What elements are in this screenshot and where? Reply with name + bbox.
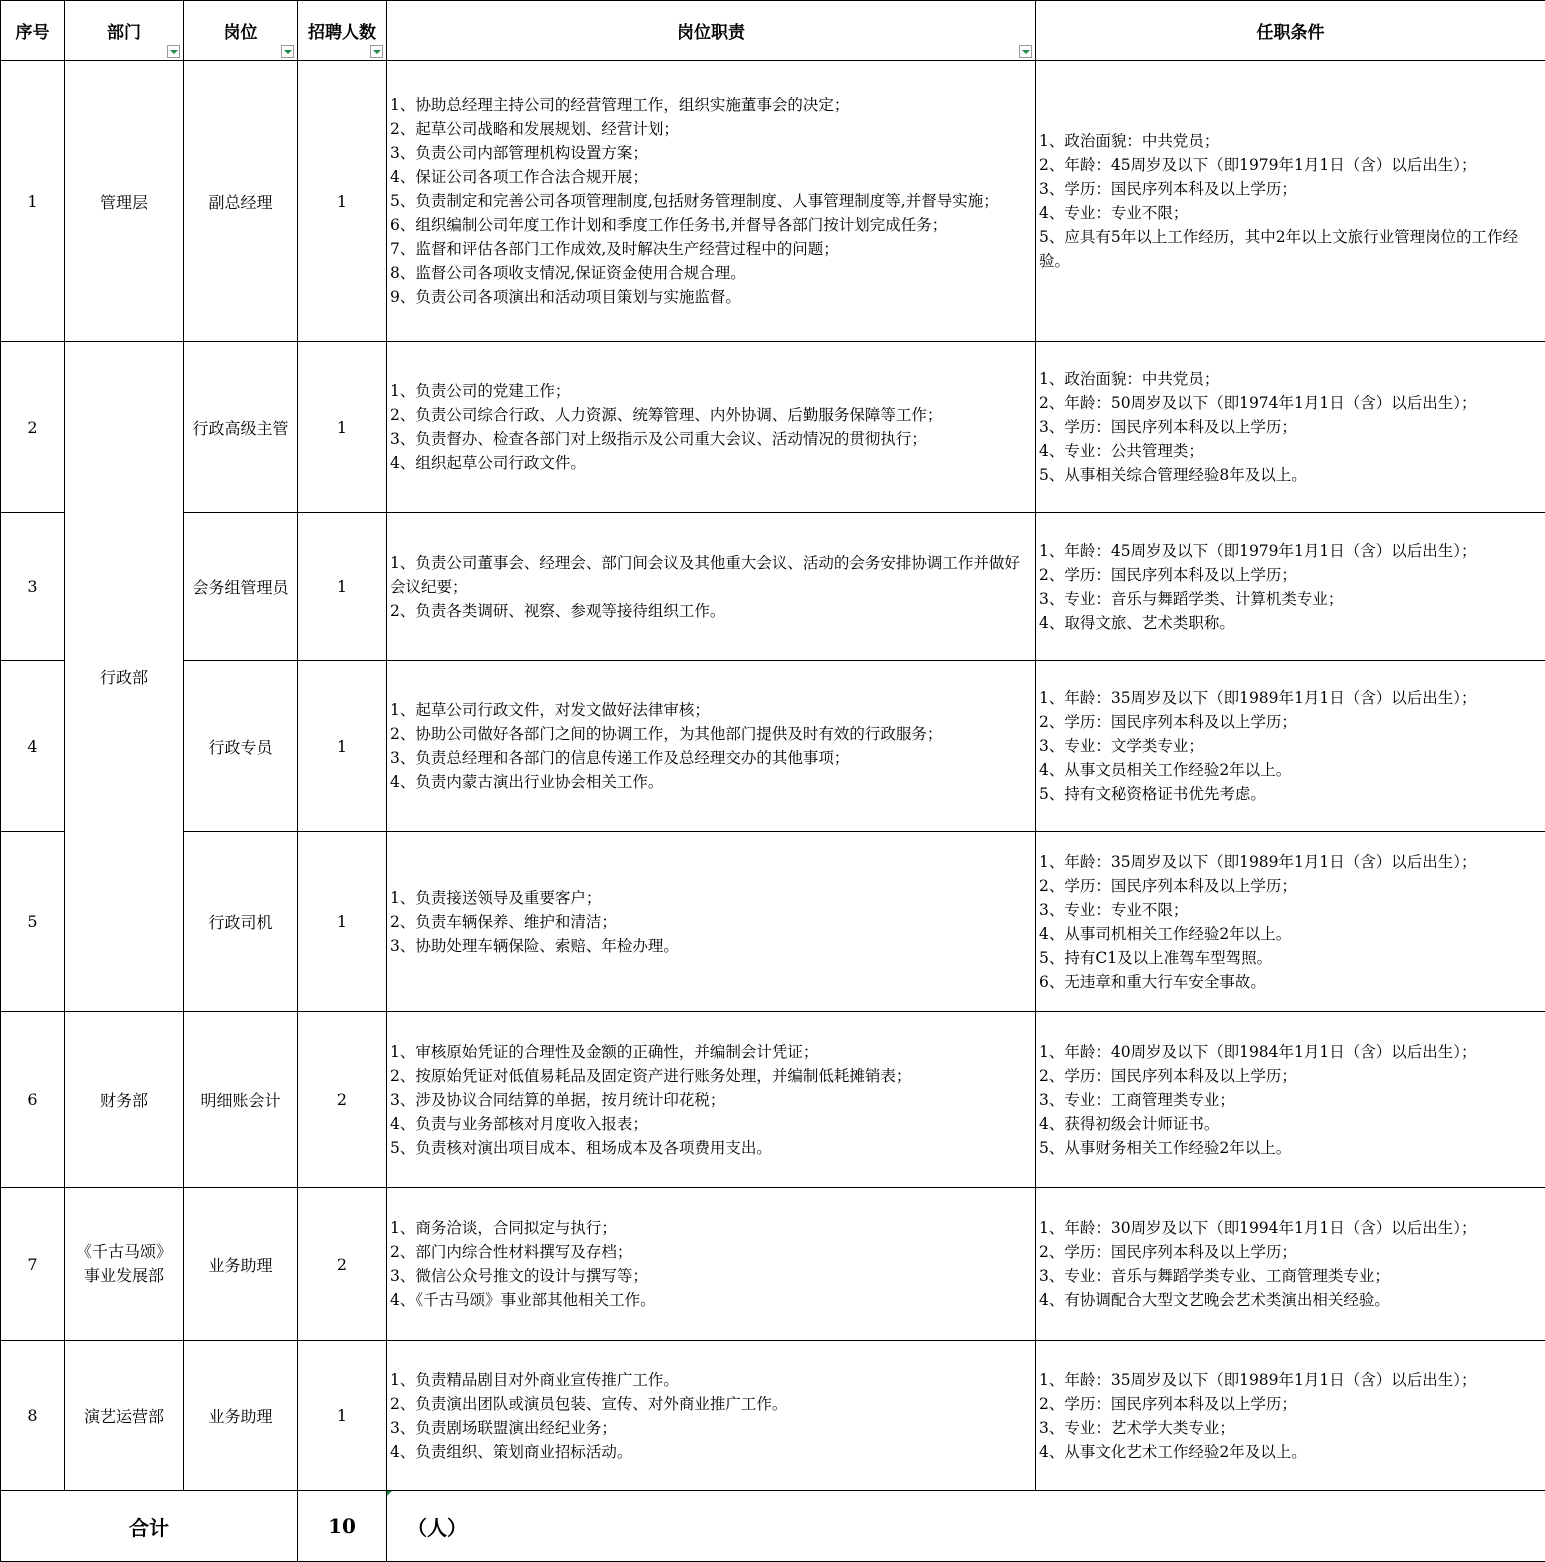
requirements-cell — [1036, 342, 1545, 513]
position-cell: 行政司机 — [184, 832, 298, 1012]
count-filter-icon[interactable] — [370, 45, 383, 58]
duty-line: 4、保证公司各项工作合法合规开展； — [387, 165, 1035, 189]
requirement-line: 5、应具有5年以上工作经历，其中2年以上文旅行业管理岗位的工作经验。 — [1036, 225, 1545, 273]
requirement-line: 4、专业：专业不限； — [1036, 201, 1545, 225]
duty-line: 7、监督和评估各部门工作成效,及时解决生产经营过程中的问题； — [387, 237, 1035, 261]
requirement-line: 1、年龄：35周岁及以下（即1989年1月1日（含）以后出生）； — [1036, 1368, 1545, 1392]
duty-line: 1、协助总经理主持公司的经营管理工作，组织实施董事会的决定； — [387, 93, 1035, 117]
duties-cell — [387, 1341, 1036, 1491]
duty-line: 4、负责与业务部核对月度收入报表； — [387, 1112, 1035, 1136]
dept-cell: 财务部 — [65, 1012, 184, 1188]
table-row — [1, 342, 1545, 513]
duty-line: 1、审核原始凭证的合理性及金额的正确性，并编制会计凭证； — [387, 1040, 1035, 1064]
seq-cell: 5 — [1, 832, 65, 1012]
dept-name-line: 《千古马颂》 — [76, 1242, 172, 1261]
position-cell: 副总经理 — [184, 61, 298, 342]
seq-cell: 8 — [1, 1341, 65, 1491]
requirement-line: 3、专业：音乐与舞蹈学类、计算机类专业； — [1036, 587, 1545, 611]
position-cell: 行政专员 — [184, 661, 298, 832]
count-cell: 1 — [298, 661, 387, 832]
duty-line: 3、负责总经理和各部门的信息传递工作及总经理交办的其他事项； — [387, 746, 1035, 770]
duty-line: 3、负责剧场联盟演出经纪业务； — [387, 1416, 1035, 1440]
requirement-line: 2、学历：国民序列本科及以上学历； — [1036, 1240, 1545, 1264]
duty-line: 3、负责督办、检查各部门对上级指示及公司重大会议、活动情况的贯彻执行； — [387, 427, 1035, 451]
duties-cell — [387, 1012, 1036, 1188]
duty-line: 9、负责公司各项演出和活动项目策划与实施监督。 — [387, 285, 1035, 309]
requirement-line: 2、学历：国民序列本科及以上学历； — [1036, 710, 1545, 734]
table-row — [1, 1188, 1545, 1341]
requirement-line: 4、取得文旅、艺术类职称。 — [1036, 611, 1545, 635]
requirement-line: 4、从事司机相关工作经验2年以上。 — [1036, 922, 1545, 946]
requirement-line: 5、持有文秘资格证书优先考虑。 — [1036, 782, 1545, 806]
duty-line: 6、组织编制公司年度工作计划和季度工作任务书,并督导各部门按计划完成任务； — [387, 213, 1035, 237]
header-row — [1, 1, 1545, 61]
requirements-cell — [1036, 1341, 1545, 1491]
requirement-line: 2、学历：国民序列本科及以上学历； — [1036, 1392, 1545, 1416]
duty-line: 2、负责演出团队或演员包装、宣传、对外商业推广工作。 — [387, 1392, 1035, 1416]
duties-cell — [387, 1188, 1036, 1341]
requirement-line: 3、学历：国民序列本科及以上学历； — [1036, 177, 1545, 201]
position-filter-icon[interactable] — [281, 45, 294, 58]
duty-line: 3、协助处理车辆保险、索赔、年检办理。 — [387, 934, 1035, 958]
dept-cell: 管理层 — [65, 61, 184, 342]
requirement-line: 6、无违章和重大行车安全事故。 — [1036, 970, 1545, 994]
requirement-line: 5、从事相关综合管理经验8年及以上。 — [1036, 463, 1545, 487]
duty-line: 1、负责精品剧目对外商业宣传推广工作。 — [387, 1368, 1035, 1392]
requirement-line: 1、年龄：30周岁及以下（即1994年1月1日（含）以后出生）； — [1036, 1216, 1545, 1240]
header-count: 招聘人数 — [298, 1, 387, 61]
duty-line: 4、《千古马颂》事业部其他相关工作。 — [387, 1288, 1035, 1312]
seq-cell: 2 — [1, 342, 65, 513]
duty-line: 4、负责内蒙古演出行业协会相关工作。 — [387, 770, 1035, 794]
total-value: 10 — [298, 1491, 387, 1562]
requirement-line: 1、年龄：45周岁及以下（即1979年1月1日（含）以后出生）； — [1036, 539, 1545, 563]
requirements-cell — [1036, 661, 1545, 832]
header-seq: 序号 — [1, 1, 65, 61]
count-cell: 1 — [298, 1341, 387, 1491]
duty-line: 2、负责车辆保养、维护和清洁； — [387, 910, 1035, 934]
duty-line: 2、按原始凭证对低值易耗品及固定资产进行账务处理，并编制低耗摊销表； — [387, 1064, 1035, 1088]
position-cell: 业务助理 — [184, 1188, 298, 1341]
table-row — [1, 513, 1545, 661]
duty-line: 5、负责制定和完善公司各项管理制度,包括财务管理制度、人事管理制度等,并督导实施； — [387, 189, 1035, 213]
requirement-line: 1、政治面貌：中共党员； — [1036, 367, 1545, 391]
seq-cell: 1 — [1, 61, 65, 342]
count-cell: 1 — [298, 832, 387, 1012]
duty-line: 4、负责组织、策划商业招标活动。 — [387, 1440, 1035, 1464]
duty-line: 3、微信公众号推文的设计与撰写等； — [387, 1264, 1035, 1288]
duty-line: 2、部门内综合性材料撰写及存档； — [387, 1240, 1035, 1264]
duties-cell — [387, 661, 1036, 832]
duty-line: 1、负责公司董事会、经理会、部门间会议及其他重大会议、活动的会务安排协调工作并做好会议纪要； — [387, 551, 1035, 599]
duties-cell — [387, 342, 1036, 513]
requirements-cell — [1036, 1188, 1545, 1341]
requirement-line: 1、年龄：35周岁及以下（即1989年1月1日（含）以后出生）； — [1036, 686, 1545, 710]
duty-line: 1、负责接送领导及重要客户； — [387, 886, 1035, 910]
requirement-line: 4、从事文员相关工作经验2年以上。 — [1036, 758, 1545, 782]
duty-line: 1、商务洽谈，合同拟定与执行； — [387, 1216, 1035, 1240]
requirement-line: 4、获得初级会计师证书。 — [1036, 1112, 1545, 1136]
cell-marker-icon — [387, 1491, 392, 1496]
total-unit: （人） — [407, 1516, 467, 1540]
duty-line: 3、涉及协议合同结算的单据，按月统计印花税； — [387, 1088, 1035, 1112]
count-cell: 2 — [298, 1012, 387, 1188]
total-label: 合计 — [1, 1491, 298, 1562]
requirements-cell — [1036, 513, 1545, 661]
position-cell: 行政高级主管 — [184, 342, 298, 513]
table-row — [1, 61, 1545, 342]
duty-line: 5、负责核对演出项目成本、租场成本及各项费用支出。 — [387, 1136, 1035, 1160]
seq-cell: 6 — [1, 1012, 65, 1188]
requirements-cell — [1036, 832, 1545, 1012]
requirement-line: 3、专业：音乐与舞蹈学类专业、工商管理类专业； — [1036, 1264, 1545, 1288]
dept-cell: 行政部 — [65, 342, 184, 1012]
total-unit-cell — [387, 1491, 1545, 1562]
header-requirements: 任职条件 — [1036, 1, 1545, 61]
dept-filter-icon[interactable] — [167, 45, 180, 58]
requirement-line: 1、年龄：40周岁及以下（即1984年1月1日（含）以后出生）； — [1036, 1040, 1545, 1064]
table-row — [1, 661, 1545, 832]
table-row — [1, 1012, 1545, 1188]
requirement-line: 5、从事财务相关工作经验2年以上。 — [1036, 1136, 1545, 1160]
duties-cell — [387, 832, 1036, 1012]
count-cell: 2 — [298, 1188, 387, 1341]
dept-name-line: 事业发展部 — [84, 1266, 164, 1285]
requirement-line: 3、专业：工商管理类专业； — [1036, 1088, 1545, 1112]
requirement-line: 2、学历：国民序列本科及以上学历； — [1036, 563, 1545, 587]
requirement-line: 2、年龄：50周岁及以下（即1974年1月1日（含）以后出生）； — [1036, 391, 1545, 415]
table-row — [1, 1341, 1545, 1491]
requirement-line: 1、政治面貌：中共党员； — [1036, 129, 1545, 153]
duty-line: 2、负责公司综合行政、人力资源、统筹管理、内外协调、后勤服务保障等工作； — [387, 403, 1035, 427]
duties-filter-icon[interactable] — [1019, 45, 1032, 58]
position-cell: 明细账会计 — [184, 1012, 298, 1188]
requirements-cell — [1036, 1012, 1545, 1188]
header-duties: 岗位职责 — [387, 1, 1036, 61]
duty-line: 1、起草公司行政文件，对发文做好法律审核； — [387, 698, 1035, 722]
duties-cell — [387, 61, 1036, 342]
requirements-cell — [1036, 61, 1545, 342]
duty-line: 8、监督公司各项收支情况,保证资金使用合规合理。 — [387, 261, 1035, 285]
dept-cell — [65, 1188, 184, 1341]
requirement-line: 3、学历：国民序列本科及以上学历； — [1036, 415, 1545, 439]
duty-line: 4、组织起草公司行政文件。 — [387, 451, 1035, 475]
count-cell: 1 — [298, 61, 387, 342]
header-position: 岗位 — [184, 1, 298, 61]
duty-line: 2、起草公司战略和发展规划、经营计划； — [387, 117, 1035, 141]
duty-line: 3、负责公司内部管理机构设置方案； — [387, 141, 1035, 165]
requirement-line: 1、年龄：35周岁及以下（即1989年1月1日（含）以后出生）； — [1036, 850, 1545, 874]
requirement-line: 5、持有C1及以上准驾车型驾照。 — [1036, 946, 1545, 970]
duty-line: 2、协助公司做好各部门之间的协调工作，为其他部门提供及时有效的行政服务； — [387, 722, 1035, 746]
requirement-line: 3、专业：艺术学大类专业； — [1036, 1416, 1545, 1440]
requirement-line: 4、从事文化艺术工作经验2年及以上。 — [1036, 1440, 1545, 1464]
table-row — [1, 832, 1545, 1012]
duty-line: 1、负责公司的党建工作； — [387, 379, 1035, 403]
requirement-line: 3、专业：文学类专业； — [1036, 734, 1545, 758]
requirement-line: 2、学历：国民序列本科及以上学历； — [1036, 874, 1545, 898]
total-row — [1, 1491, 1545, 1562]
seq-cell: 7 — [1, 1188, 65, 1341]
count-cell: 1 — [298, 513, 387, 661]
requirement-line: 4、专业：公共管理类； — [1036, 439, 1545, 463]
duty-line: 2、负责各类调研、视察、参观等接待组织工作。 — [387, 599, 1035, 623]
dept-cell: 演艺运营部 — [65, 1341, 184, 1491]
requirement-line: 4、有协调配合大型文艺晚会艺术类演出相关经验。 — [1036, 1288, 1545, 1312]
seq-cell: 4 — [1, 661, 65, 832]
header-dept: 部门 — [65, 1, 184, 61]
duties-cell — [387, 513, 1036, 661]
position-cell: 会务组管理员 — [184, 513, 298, 661]
requirement-line: 2、学历：国民序列本科及以上学历； — [1036, 1064, 1545, 1088]
requirement-line: 3、专业：专业不限； — [1036, 898, 1545, 922]
seq-cell: 3 — [1, 513, 65, 661]
count-cell: 1 — [298, 342, 387, 513]
requirement-line: 2、年龄：45周岁及以下（即1979年1月1日（含）以后出生）； — [1036, 153, 1545, 177]
position-cell: 业务助理 — [184, 1341, 298, 1491]
